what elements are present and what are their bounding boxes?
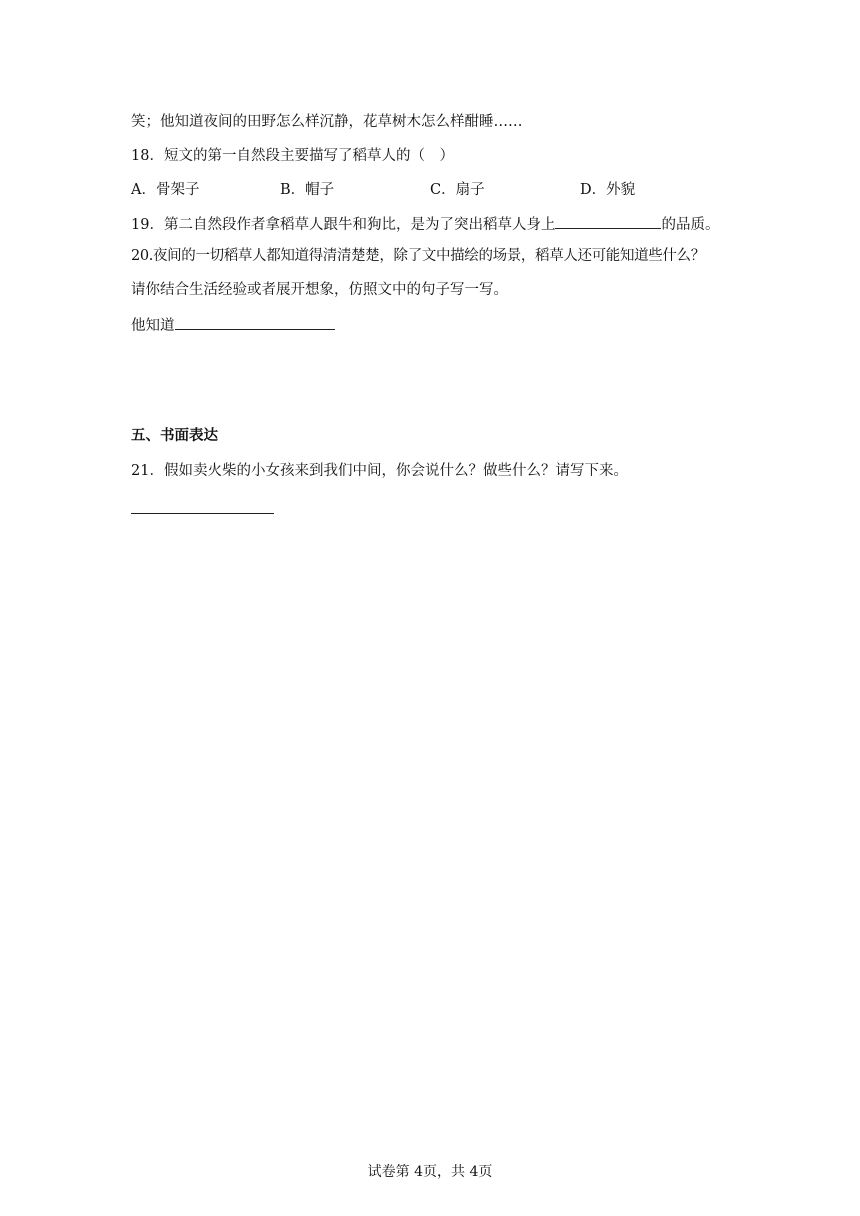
question-20-answer [131,314,335,336]
question-21-answer-line[interactable] [131,513,274,514]
passage-tail-line: 笑；他知道夜间的田野怎么样沉静，花草树木怎么样酣睡…… [131,114,523,130]
section-5-title: 五、书面表达 [131,427,218,444]
question-18-option-c: C．扇子 [430,182,485,198]
question-18-stem: 18．短文的第一自然段主要描写了稻草人的（ ） [131,148,454,164]
question-20-answer-prefix: 他知道 [131,318,175,334]
question-20-line-2: 请你结合生活经验或者展开想象，仿照文中的句子写一写。 [131,282,508,298]
question-18-option-d: D．外貌 [580,182,636,198]
question-18-option-b: B．帽子 [280,182,335,198]
question-21-stem: 21．假如卖火柴的小女孩来到我们中间，你会说什么？做些什么？请写下来。 [131,463,628,479]
question-20-answer-blank[interactable] [175,314,335,330]
question-19-stem-after: 的品质。 [661,217,720,233]
question-19-stem-before: 19．第二自然段作者拿稻草人跟牛和狗比，是为了突出稻草人身上 [131,217,556,233]
question-20-line-1: 20.夜间的一切稻草人都知道得清清楚楚，除了文中描绘的场景，稻草人还可能知道些什么？ [131,248,705,264]
question-18-option-a: A．骨架子 [131,182,200,198]
page-footer: 试卷第 4页，共 4页 [367,1164,493,1180]
question-19-answer-blank[interactable] [555,213,661,229]
question-19 [131,213,719,235]
